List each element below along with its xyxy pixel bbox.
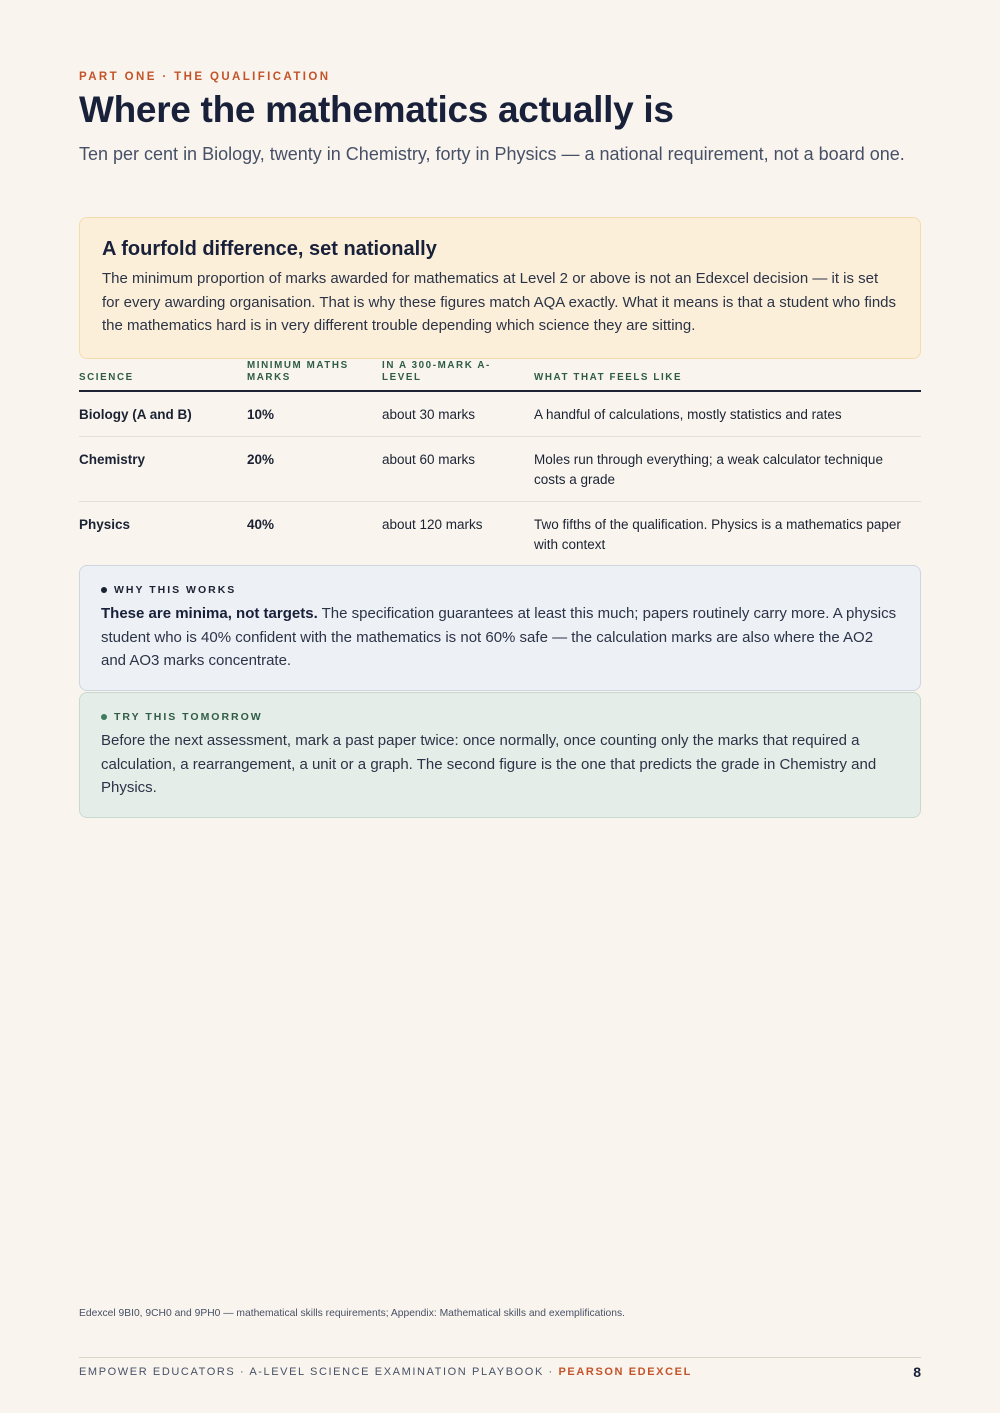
callout-box [79,217,921,359]
cell-feel: Moles run through everything; a weak calculator technique costs a grade [534,452,883,487]
table-row [79,392,921,437]
column-header-science: SCIENCE [79,371,134,383]
cell-marks: about 60 marks [382,452,476,467]
why-this-works-box [79,565,921,691]
why-text: The specification guarantees at least this much; papers routinely carry more. A physics student who is 40% confident with the mathematics is not 60% safe — the calculation marks are also where the AO2 and AO3 marks concentrate. [101,605,897,669]
try-label: TRY THIS TOMORROW [114,711,263,723]
why-lead: These are minima, not targets. [101,605,318,622]
bullet-dot-icon [101,587,107,593]
why-label: WHY THIS WORKS [114,584,237,596]
section-eyebrow: PART ONE · THE QUALIFICATION [79,71,331,83]
callout-heading: A fourfold difference, set nationally [102,238,437,260]
cell-feel: Two fifths of the qualification. Physics is a mathematics paper with context [534,517,901,552]
page-subtitle: Ten per cent in Biology, twenty in Chemistry, forty in Physics — a national requirement, not a board one. [79,144,905,164]
source-note: Edexcel 9BI0, 9CH0 and 9PH0 — mathematical skills requirements; Appendix: Mathematical skills and exemplifications. [79,1308,625,1319]
page-title: Where the mathematics actually is [79,89,674,130]
try-body: Before the next assessment, mark a past paper twice: once normally, once counting only the marks that required a calculation, a rearrangement, a unit or a graph. The second figure is the one that predicts the grade in Chemistry and Physics. [101,732,877,796]
footer-series: EMPOWER EDUCATORS · A-LEVEL SCIENCE EXAMINATION PLAYBOOK · [79,1366,559,1378]
try-this-tomorrow-box [79,692,921,818]
cell-science: Chemistry [79,452,146,467]
cell-feel: A handful of calculations, mostly statistics and rates [534,407,842,422]
try-label-row [101,711,899,723]
page-number: 8 [913,1364,921,1380]
cell-minimum: 20% [247,452,275,467]
column-header-minimum: MINIMUM MATHS MARKS [247,360,349,383]
cell-marks: about 120 marks [382,517,483,532]
callout-body: The minimum proportion of marks awarded for mathematics at Level 2 or above is not an Edexcel decision — it is set for every awarding organisation. That is why these figures match AQA exactly. What it means is that a student who finds the mathematics hard is in very different trouble depending which science they are sitting. [102,270,897,334]
column-header-feel: WHAT THAT FEELS LIKE [534,371,683,383]
cell-minimum: 10% [247,407,275,422]
footer-brand: PEARSON EDEXCEL [558,1366,692,1378]
table-row [79,437,921,502]
column-header-marks: IN A 300-MARK A-LEVEL [382,360,491,383]
why-label-row [101,584,899,596]
footer-text [79,1366,692,1378]
cell-minimum: 40% [247,517,275,532]
cell-science: Biology (A and B) [79,407,192,422]
footer-divider [79,1357,921,1358]
maths-requirements-table [79,360,921,566]
table-row [79,502,921,566]
cell-marks: about 30 marks [382,407,476,422]
cell-science: Physics [79,517,131,532]
table-header-row [79,360,921,392]
why-body [101,602,899,673]
bullet-dot-icon [101,714,107,720]
page-footer [79,1366,921,1382]
